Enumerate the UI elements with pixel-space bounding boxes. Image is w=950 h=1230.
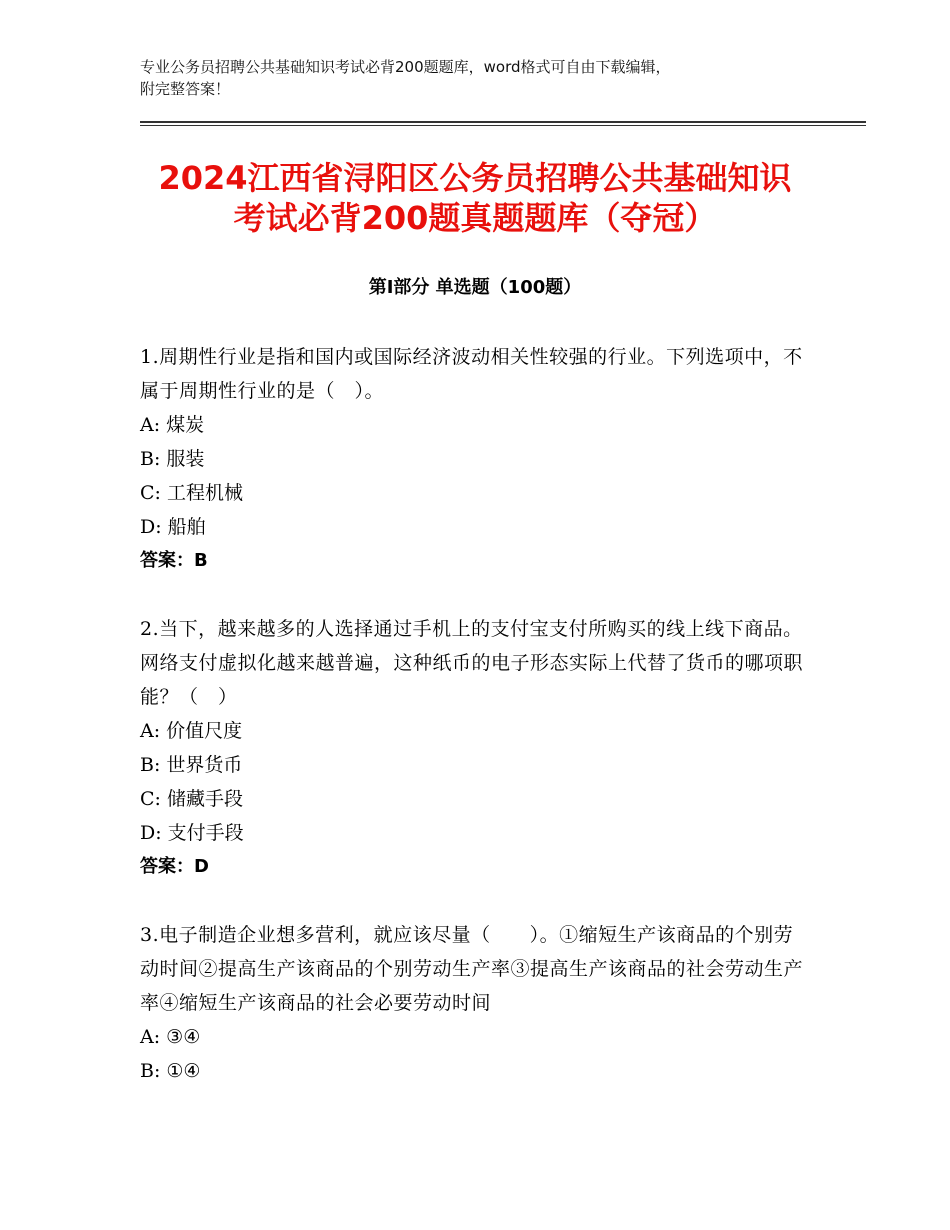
option-b: B: ①④ [140, 1060, 201, 1082]
header-note-line2: 附完整答案！ [140, 80, 231, 98]
answer: 答案：B [140, 550, 208, 571]
header-rule-thick [140, 121, 866, 123]
question-text: 2.当下，越来越多的人选择通过手机上的支付宝支付所购买的线上线下商品。网络支付虚拟化越来越普遍，这种纸币的电子形态实际上代替了货币的哪项职能？（ ） [140, 618, 804, 708]
option-a: A: 煤炭 [140, 414, 205, 436]
question-list [140, 340, 810, 1122]
section-title: 第Ⅰ部分 单选题（100题） [368, 277, 582, 298]
question-2 [140, 612, 810, 884]
question-text: 1.周期性行业是指和国内或国际经济波动相关性较强的行业。下列选项中，不属于周期性行业的是（ ）。 [140, 346, 803, 402]
header-rule-thin [140, 125, 866, 126]
document-title-line2: 考试必背200题真题题库（夺冠） [233, 199, 717, 237]
option-b: B: 世界货币 [140, 754, 243, 776]
option-a: A: ③④ [140, 1026, 201, 1048]
option-d: D: 船舶 [140, 516, 206, 538]
document-title-line1: 2024江西省浔阳区公务员招聘公共基础知识 [158, 159, 792, 197]
answer: 答案：D [140, 856, 209, 877]
question-3 [140, 918, 810, 1088]
header-note [140, 56, 840, 100]
question-text: 3.电子制造企业想多营利，就应该尽量（ ）。①缩短生产该商品的个别劳动时间②提高生产该商品的个别劳动生产率③提高生产该商品的社会劳动生产率④缩短生产该商品的社会必要劳动时间 [140, 924, 804, 1014]
option-c: C: 工程机械 [140, 482, 243, 504]
option-b: B: 服装 [140, 448, 205, 470]
document-title [120, 158, 830, 238]
option-c: C: 储藏手段 [140, 788, 243, 810]
header-note-line1: 专业公务员招聘公共基础知识考试必背200题题库，word格式可自由下载编辑， [140, 58, 671, 76]
question-1 [140, 340, 810, 578]
option-d: D: 支付手段 [140, 822, 244, 844]
option-a: A: 价值尺度 [140, 720, 243, 742]
